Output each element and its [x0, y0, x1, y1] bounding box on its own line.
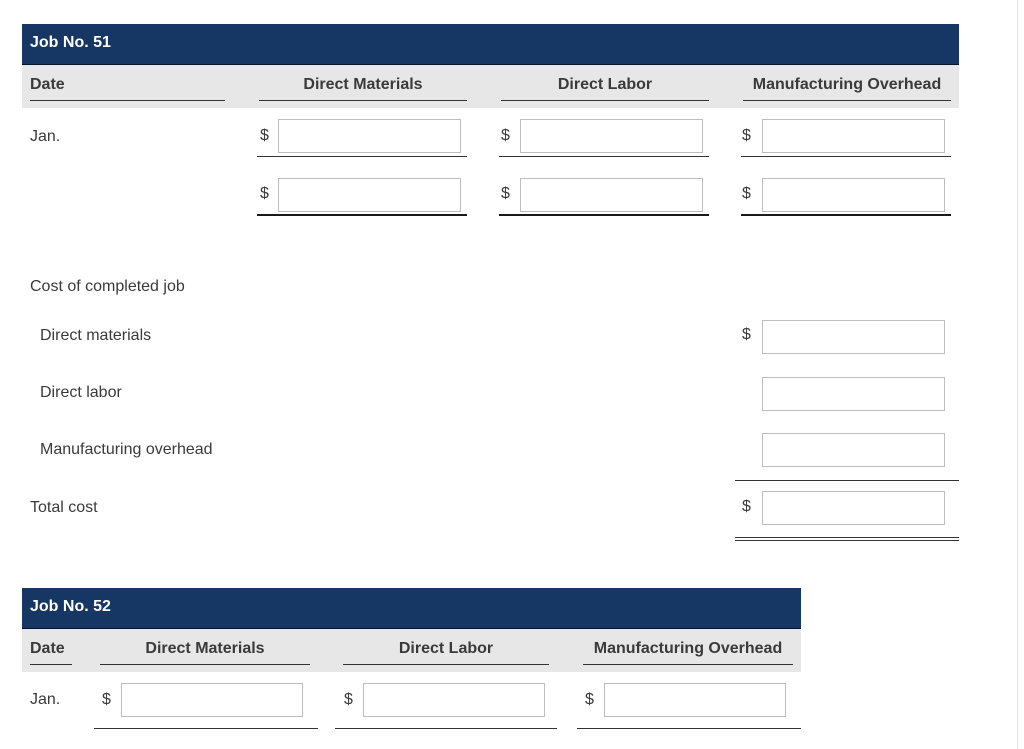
total-cost-label: Total cost	[30, 499, 98, 516]
jan-direct-labor-underline	[499, 156, 709, 157]
cost-subtotal-line	[735, 480, 959, 481]
job-51-title: Job No. 51	[30, 34, 111, 51]
total-cost-double-underline-bottom	[735, 540, 959, 541]
jan-direct-materials-underline	[257, 156, 467, 157]
header-date: Date	[30, 76, 225, 101]
job-52-header-row	[22, 629, 801, 672]
job-52-jan-direct-materials-input[interactable]	[121, 683, 303, 717]
total-manufacturing-overhead-input[interactable]	[762, 178, 945, 212]
total-cost-input[interactable]	[762, 491, 945, 525]
currency-symbol: $	[344, 691, 353, 708]
header-direct-labor: Direct Labor	[501, 76, 709, 101]
jan-direct-labor-input[interactable]	[520, 119, 703, 153]
row-label-jan: Jan.	[30, 691, 61, 708]
job-52-title: Job No. 52	[30, 598, 111, 615]
currency-symbol: $	[742, 127, 751, 144]
header-direct-materials: Direct Materials	[100, 640, 310, 665]
job-52-table	[22, 588, 801, 672]
job-52-jan-manufacturing-overhead-input[interactable]	[604, 683, 786, 717]
cost-manufacturing-overhead-input[interactable]	[762, 433, 945, 467]
currency-symbol: $	[585, 691, 594, 708]
currency-symbol: $	[742, 498, 751, 515]
currency-symbol: $	[501, 127, 510, 144]
total-cost-double-underline-top	[735, 537, 959, 538]
row-label-jan: Jan.	[30, 128, 61, 145]
cost-direct-materials-input[interactable]	[762, 320, 945, 354]
job-51-header-row	[22, 65, 959, 108]
job-51-title-bar	[22, 24, 959, 65]
total-direct-labor-input[interactable]	[520, 178, 703, 212]
currency-symbol: $	[742, 185, 751, 202]
total-direct-labor-underline	[499, 214, 709, 216]
cost-direct-labor-input[interactable]	[762, 377, 945, 411]
currency-symbol: $	[102, 691, 111, 708]
cost-of-completed-job-heading: Cost of completed job	[30, 278, 185, 295]
currency-symbol: $	[260, 127, 269, 144]
jan-manufacturing-overhead-input[interactable]	[762, 119, 945, 153]
header-manufacturing-overhead: Manufacturing Overhead	[743, 76, 951, 101]
total-manufacturing-overhead-underline	[741, 214, 951, 216]
job-52-direct-labor-underline	[335, 728, 557, 729]
header-manufacturing-overhead: Manufacturing Overhead	[583, 640, 793, 665]
cost-manufacturing-overhead-label: Manufacturing overhead	[40, 441, 213, 458]
total-direct-materials-input[interactable]	[278, 178, 461, 212]
cost-direct-labor-label: Direct labor	[40, 384, 122, 401]
header-direct-labor: Direct Labor	[343, 640, 549, 665]
job-52-direct-materials-underline	[94, 728, 318, 729]
cost-direct-materials-label: Direct materials	[40, 327, 152, 344]
jan-direct-materials-input[interactable]	[278, 119, 461, 153]
job-52-manufacturing-overhead-underline	[577, 728, 801, 729]
page-right-border	[1017, 0, 1018, 749]
currency-symbol: $	[501, 185, 510, 202]
job-52-title-bar	[22, 588, 801, 629]
job-52-jan-direct-labor-input[interactable]	[363, 683, 545, 717]
currency-symbol: $	[260, 185, 269, 202]
currency-symbol: $	[742, 326, 751, 343]
total-direct-materials-underline	[257, 214, 467, 216]
header-direct-materials: Direct Materials	[259, 76, 467, 101]
jan-manufacturing-overhead-underline	[741, 156, 951, 157]
header-date: Date	[30, 640, 72, 665]
